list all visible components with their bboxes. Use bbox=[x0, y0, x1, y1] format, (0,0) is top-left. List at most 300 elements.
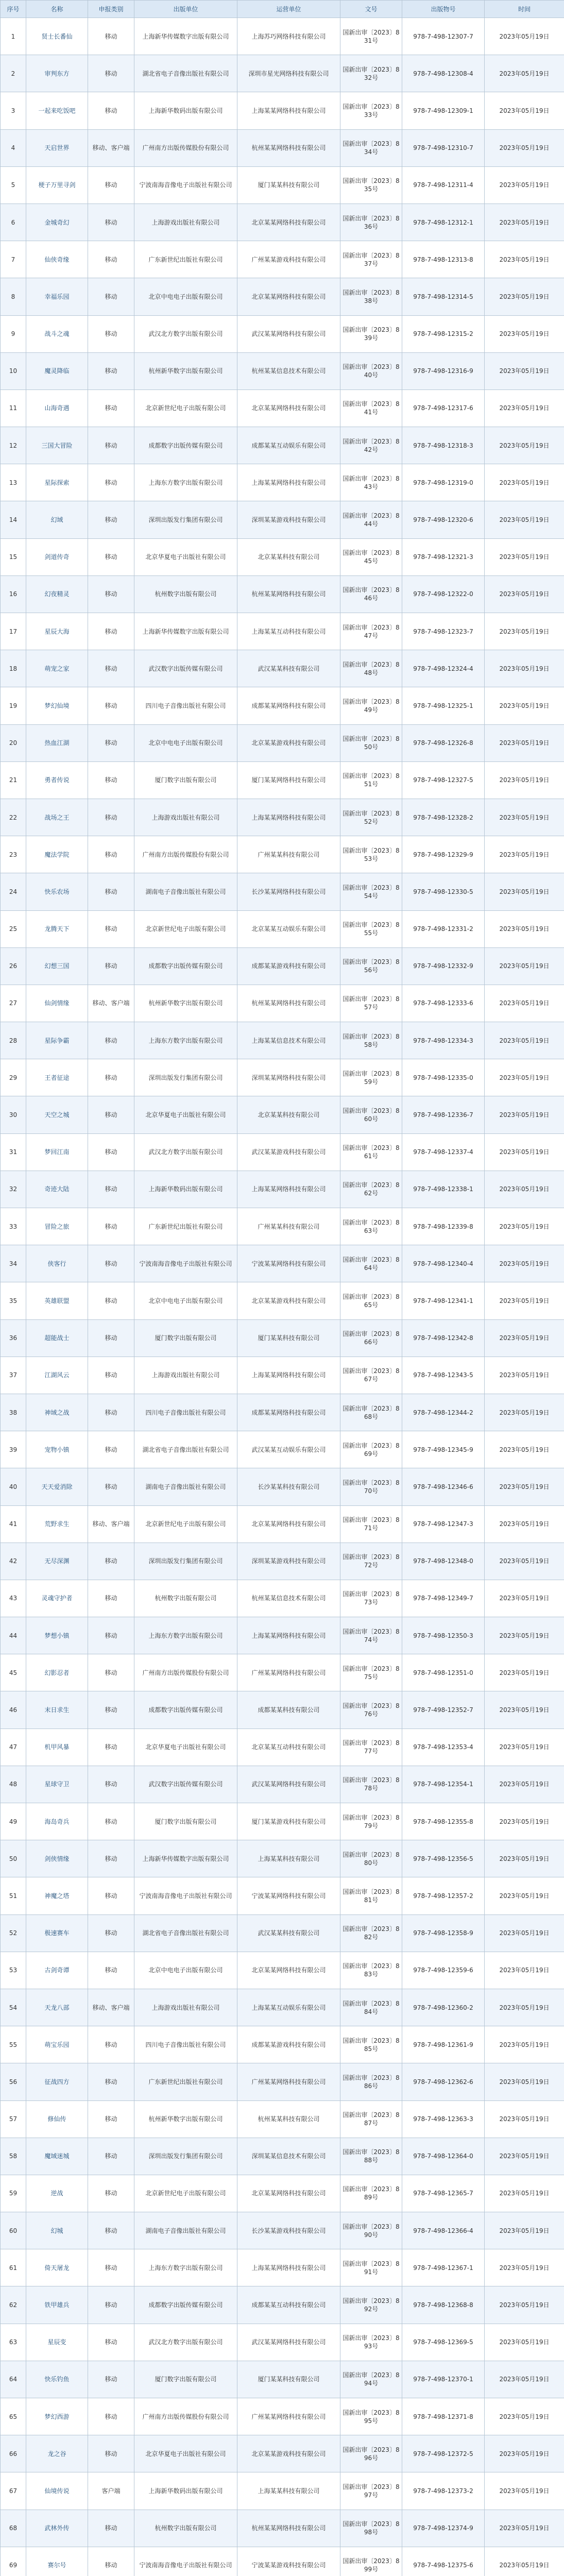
cell-publisher: 广州南方出版传媒股份有限公司 bbox=[134, 2398, 237, 2435]
cell-index: 1 bbox=[1, 18, 26, 55]
cell-publisher: 杭州数字出版有限公司 bbox=[134, 2510, 237, 2547]
cell-approval-no: 国新出审〔2023〕867号 bbox=[340, 1357, 402, 1394]
cell-index: 18 bbox=[1, 650, 26, 687]
cell-operator: 广州某某科技有限公司 bbox=[237, 1208, 340, 1245]
cell-name: 侠客行 bbox=[26, 1245, 88, 1282]
table-row bbox=[1, 2249, 564, 2286]
table-row bbox=[1, 2510, 564, 2547]
cell-date: 2023年05月19日 bbox=[485, 1059, 564, 1096]
cell-index: 19 bbox=[1, 687, 26, 724]
cell-date: 2023年05月19日 bbox=[485, 1245, 564, 1282]
cell-name: 幻影忍者 bbox=[26, 1654, 88, 1691]
cell-index: 27 bbox=[1, 985, 26, 1022]
cell-category: 移动 bbox=[88, 2212, 134, 2249]
cell-date: 2023年05月19日 bbox=[485, 2324, 564, 2361]
cell-index: 64 bbox=[1, 2361, 26, 2398]
table-row bbox=[1, 1803, 564, 1840]
cell-publisher: 杭州新华数字出版有限公司 bbox=[134, 985, 237, 1022]
cell-index: 29 bbox=[1, 1059, 26, 1096]
cell-approval-no: 国新出审〔2023〕893号 bbox=[340, 2324, 402, 2361]
cell-category: 移动、客户端 bbox=[88, 129, 134, 166]
cell-date: 2023年05月19日 bbox=[485, 910, 564, 947]
cell-approval-no: 国新出审〔2023〕888号 bbox=[340, 2138, 402, 2175]
cell-approval-no: 国新出审〔2023〕837号 bbox=[340, 241, 402, 278]
cell-isbn: 978-7-498-12345-9 bbox=[402, 1431, 485, 1468]
cell-approval-no: 国新出审〔2023〕885号 bbox=[340, 2026, 402, 2063]
cell-isbn: 978-7-498-12360-2 bbox=[402, 1989, 485, 2026]
table-row bbox=[1, 1245, 564, 1282]
cell-name: 幻想三国 bbox=[26, 947, 88, 985]
cell-date: 2023年05月19日 bbox=[485, 1877, 564, 1914]
cell-index: 7 bbox=[1, 241, 26, 278]
cell-publisher: 武汉数字出版传媒有限公司 bbox=[134, 650, 237, 687]
cell-name: 魔域迷城 bbox=[26, 2138, 88, 2175]
cell-date: 2023年05月19日 bbox=[485, 985, 564, 1022]
cell-index: 68 bbox=[1, 2510, 26, 2547]
cell-category: 移动 bbox=[88, 2063, 134, 2100]
cell-date: 2023年05月19日 bbox=[485, 1803, 564, 1840]
cell-isbn: 978-7-498-12362-6 bbox=[402, 2063, 485, 2100]
table-row bbox=[1, 2547, 564, 2576]
cell-name: 龙之谷 bbox=[26, 2435, 88, 2472]
cell-category: 移动、客户端 bbox=[88, 1989, 134, 2026]
cell-isbn: 978-7-498-12359-6 bbox=[402, 1952, 485, 1989]
cell-name: 星辰变 bbox=[26, 2324, 88, 2361]
cell-date: 2023年05月19日 bbox=[485, 575, 564, 613]
cell-date: 2023年05月19日 bbox=[485, 1096, 564, 1133]
cell-date: 2023年05月19日 bbox=[485, 2510, 564, 2547]
cell-name: 萌宝乐园 bbox=[26, 2026, 88, 2063]
cell-name: 审判东方 bbox=[26, 55, 88, 92]
cell-isbn: 978-7-498-12316-9 bbox=[402, 352, 485, 389]
cell-isbn: 978-7-498-12339-8 bbox=[402, 1208, 485, 1245]
cell-publisher: 上海新华数码出版有限公司 bbox=[134, 1171, 237, 1208]
cell-index: 55 bbox=[1, 2026, 26, 2063]
cell-date: 2023年05月19日 bbox=[485, 1022, 564, 1059]
cell-publisher: 成都数字出版传媒有限公司 bbox=[134, 2286, 237, 2324]
cell-publisher: 湖南电子音像出版社有限公司 bbox=[134, 1468, 237, 1505]
cell-date: 2023年05月19日 bbox=[485, 2063, 564, 2100]
cell-date: 2023年05月19日 bbox=[485, 129, 564, 166]
table-row bbox=[1, 1543, 564, 1580]
cell-index: 9 bbox=[1, 315, 26, 352]
cell-publisher: 北京华夏电子出版社有限公司 bbox=[134, 538, 237, 575]
cell-isbn: 978-7-498-12333-6 bbox=[402, 985, 485, 1022]
cell-operator: 厦门某某科技有限公司 bbox=[237, 166, 340, 204]
cell-isbn: 978-7-498-12364-0 bbox=[402, 2138, 485, 2175]
cell-isbn: 978-7-498-12358-9 bbox=[402, 1914, 485, 1952]
cell-isbn: 978-7-498-12310-7 bbox=[402, 129, 485, 166]
cell-approval-no: 国新出审〔2023〕843号 bbox=[340, 464, 402, 501]
cell-date: 2023年05月19日 bbox=[485, 1580, 564, 1617]
cell-date: 2023年05月19日 bbox=[485, 2435, 564, 2472]
cell-category: 移动 bbox=[88, 166, 134, 204]
cell-operator: 武汉某某网络科技有限公司 bbox=[237, 1766, 340, 1803]
cell-isbn: 978-7-498-12307-7 bbox=[402, 18, 485, 55]
table-row bbox=[1, 55, 564, 92]
cell-publisher: 北京新世纪电子出版有限公司 bbox=[134, 2175, 237, 2212]
cell-approval-no: 国新出审〔2023〕838号 bbox=[340, 278, 402, 315]
cell-publisher: 上海新华传媒数字出版有限公司 bbox=[134, 1840, 237, 1877]
cell-name: 幻域 bbox=[26, 501, 88, 538]
cell-index: 22 bbox=[1, 799, 26, 836]
table-row bbox=[1, 2361, 564, 2398]
cell-index: 20 bbox=[1, 724, 26, 761]
cell-publisher: 上海新华传媒数字出版有限公司 bbox=[134, 18, 237, 55]
cell-isbn: 978-7-498-12352-7 bbox=[402, 1691, 485, 1728]
header-name: 名称 bbox=[26, 1, 88, 18]
cell-operator: 成都某某网络科技有限公司 bbox=[237, 1394, 340, 1431]
cell-index: 47 bbox=[1, 1728, 26, 1766]
table-row bbox=[1, 1914, 564, 1952]
cell-index: 16 bbox=[1, 575, 26, 613]
cell-index: 10 bbox=[1, 352, 26, 389]
cell-date: 2023年05月19日 bbox=[485, 1208, 564, 1245]
cell-index: 56 bbox=[1, 2063, 26, 2100]
cell-approval-no: 国新出审〔2023〕870号 bbox=[340, 1468, 402, 1505]
cell-operator: 杭州某某网络科技有限公司 bbox=[237, 575, 340, 613]
cell-operator: 深圳市星光网络科技有限公司 bbox=[237, 55, 340, 92]
cell-operator: 上海某某网络科技有限公司 bbox=[237, 799, 340, 836]
cell-isbn: 978-7-498-12373-2 bbox=[402, 2472, 485, 2510]
cell-isbn: 978-7-498-12348-0 bbox=[402, 1543, 485, 1580]
cell-publisher: 宁波南海音像电子出版社有限公司 bbox=[134, 1877, 237, 1914]
cell-date: 2023年05月19日 bbox=[485, 315, 564, 352]
cell-operator: 杭州某某网络科技有限公司 bbox=[237, 985, 340, 1022]
cell-name: 铁甲雄兵 bbox=[26, 2286, 88, 2324]
cell-approval-no: 国新出审〔2023〕874号 bbox=[340, 1617, 402, 1654]
cell-category: 移动 bbox=[88, 2510, 134, 2547]
cell-isbn: 978-7-498-12317-6 bbox=[402, 389, 485, 427]
cell-name: 星际争霸 bbox=[26, 1022, 88, 1059]
header-publisher: 出版单位 bbox=[134, 1, 237, 18]
cell-date: 2023年05月19日 bbox=[485, 1543, 564, 1580]
cell-approval-no: 国新出审〔2023〕887号 bbox=[340, 2100, 402, 2138]
table-row bbox=[1, 1840, 564, 1877]
table-row bbox=[1, 538, 564, 575]
cell-publisher: 厦门数字出版有限公司 bbox=[134, 1319, 237, 1357]
cell-name: 梦回江南 bbox=[26, 1133, 88, 1171]
cell-category: 移动 bbox=[88, 1357, 134, 1394]
cell-isbn: 978-7-498-12321-3 bbox=[402, 538, 485, 575]
cell-publisher: 北京中电电子出版有限公司 bbox=[134, 724, 237, 761]
cell-publisher: 北京华夏电子出版社有限公司 bbox=[134, 1728, 237, 1766]
table-row bbox=[1, 501, 564, 538]
cell-isbn: 978-7-498-12346-6 bbox=[402, 1468, 485, 1505]
cell-operator: 上海某某网络科技有限公司 bbox=[237, 1357, 340, 1394]
cell-category: 移动 bbox=[88, 1877, 134, 1914]
cell-date: 2023年05月19日 bbox=[485, 92, 564, 129]
cell-isbn: 978-7-498-12314-5 bbox=[402, 278, 485, 315]
cell-operator: 北京某某网络科技有限公司 bbox=[237, 2175, 340, 2212]
cell-date: 2023年05月19日 bbox=[485, 2249, 564, 2286]
cell-approval-no: 国新出审〔2023〕892号 bbox=[340, 2286, 402, 2324]
cell-approval-no: 国新出审〔2023〕878号 bbox=[340, 1766, 402, 1803]
cell-approval-no: 国新出审〔2023〕842号 bbox=[340, 427, 402, 464]
cell-publisher: 宁波南海音像电子出版社有限公司 bbox=[134, 1245, 237, 1282]
cell-category: 移动 bbox=[88, 1840, 134, 1877]
cell-index: 59 bbox=[1, 2175, 26, 2212]
cell-publisher: 上海游戏出版社有限公司 bbox=[134, 1989, 237, 2026]
cell-category: 移动 bbox=[88, 2138, 134, 2175]
cell-approval-no: 国新出审〔2023〕884号 bbox=[340, 1989, 402, 2026]
cell-name: 武林外传 bbox=[26, 2510, 88, 2547]
cell-approval-no: 国新出审〔2023〕882号 bbox=[340, 1914, 402, 1952]
table-row bbox=[1, 464, 564, 501]
cell-operator: 上海某某网络科技有限公司 bbox=[237, 2249, 340, 2286]
table-row bbox=[1, 2286, 564, 2324]
table-row bbox=[1, 352, 564, 389]
cell-isbn: 978-7-498-12319-0 bbox=[402, 464, 485, 501]
cell-category: 移动 bbox=[88, 724, 134, 761]
cell-category: 移动 bbox=[88, 18, 134, 55]
cell-isbn: 978-7-498-12351-0 bbox=[402, 1654, 485, 1691]
cell-isbn: 978-7-498-12368-8 bbox=[402, 2286, 485, 2324]
cell-publisher: 杭州数字出版有限公司 bbox=[134, 575, 237, 613]
table-row bbox=[1, 1952, 564, 1989]
cell-operator: 广州某某游戏科技有限公司 bbox=[237, 241, 340, 278]
cell-publisher: 深圳出版发行集团有限公司 bbox=[134, 2138, 237, 2175]
cell-category: 移动 bbox=[88, 1580, 134, 1617]
cell-operator: 广州某某网络科技有限公司 bbox=[237, 2398, 340, 2435]
cell-publisher: 湖北省电子音像出版社有限公司 bbox=[134, 1431, 237, 1468]
cell-isbn: 978-7-498-12332-9 bbox=[402, 947, 485, 985]
cell-operator: 成都某某互动娱乐有限公司 bbox=[237, 427, 340, 464]
cell-approval-no: 国新出审〔2023〕840号 bbox=[340, 352, 402, 389]
cell-date: 2023年05月19日 bbox=[485, 2175, 564, 2212]
cell-approval-no: 国新出审〔2023〕879号 bbox=[340, 1803, 402, 1840]
table-row bbox=[1, 2212, 564, 2249]
table-row bbox=[1, 18, 564, 55]
cell-index: 48 bbox=[1, 1766, 26, 1803]
cell-index: 69 bbox=[1, 2547, 26, 2576]
cell-index: 66 bbox=[1, 2435, 26, 2472]
cell-publisher: 广州南方出版传媒股份有限公司 bbox=[134, 1654, 237, 1691]
cell-isbn: 978-7-498-12342-8 bbox=[402, 1319, 485, 1357]
cell-approval-no: 国新出审〔2023〕861号 bbox=[340, 1133, 402, 1171]
cell-publisher: 武汉北方数字出版有限公司 bbox=[134, 2324, 237, 2361]
cell-name: 快乐农场 bbox=[26, 873, 88, 910]
cell-category: 移动 bbox=[88, 873, 134, 910]
cell-operator: 杭州某某信息技术有限公司 bbox=[237, 352, 340, 389]
cell-operator: 厦门某某游戏科技有限公司 bbox=[237, 1803, 340, 1840]
cell-name: 星球守卫 bbox=[26, 1766, 88, 1803]
cell-index: 43 bbox=[1, 1580, 26, 1617]
table-row bbox=[1, 650, 564, 687]
table-row bbox=[1, 1357, 564, 1394]
cell-category: 移动 bbox=[88, 947, 134, 985]
table-row bbox=[1, 1319, 564, 1357]
table-row bbox=[1, 1096, 564, 1133]
cell-category: 移动 bbox=[88, 1022, 134, 1059]
cell-operator: 厦门某某科技有限公司 bbox=[237, 2361, 340, 2398]
cell-operator: 武汉某某科技有限公司 bbox=[237, 650, 340, 687]
cell-category: 移动 bbox=[88, 2100, 134, 2138]
cell-operator: 长沙某某科技有限公司 bbox=[237, 1468, 340, 1505]
cell-publisher: 上海东方数字出版有限公司 bbox=[134, 1022, 237, 1059]
cell-index: 35 bbox=[1, 1282, 26, 1319]
cell-date: 2023年05月19日 bbox=[485, 2547, 564, 2576]
cell-publisher: 广东新世纪出版社有限公司 bbox=[134, 241, 237, 278]
table-row bbox=[1, 1989, 564, 2026]
cell-approval-no: 国新出审〔2023〕855号 bbox=[340, 910, 402, 947]
cell-category: 移动 bbox=[88, 836, 134, 873]
cell-publisher: 四川电子音像出版社有限公司 bbox=[134, 1394, 237, 1431]
cell-approval-no: 国新出审〔2023〕899号 bbox=[340, 2547, 402, 2576]
cell-publisher: 广州南方出版传媒股份有限公司 bbox=[134, 129, 237, 166]
cell-isbn: 978-7-498-12370-1 bbox=[402, 2361, 485, 2398]
cell-isbn: 978-7-498-12347-3 bbox=[402, 1505, 485, 1543]
cell-approval-no: 国新出审〔2023〕863号 bbox=[340, 1208, 402, 1245]
header-operator: 运营单位 bbox=[237, 1, 340, 18]
cell-approval-no: 国新出审〔2023〕866号 bbox=[340, 1319, 402, 1357]
cell-index: 38 bbox=[1, 1394, 26, 1431]
table-row bbox=[1, 910, 564, 947]
cell-category: 移动 bbox=[88, 2026, 134, 2063]
cell-isbn: 978-7-498-12341-1 bbox=[402, 1282, 485, 1319]
cell-publisher: 武汉数字出版传媒有限公司 bbox=[134, 1766, 237, 1803]
cell-approval-no: 国新出审〔2023〕832号 bbox=[340, 55, 402, 92]
cell-index: 63 bbox=[1, 2324, 26, 2361]
cell-category: 移动 bbox=[88, 2361, 134, 2398]
cell-publisher: 上海游戏出版社有限公司 bbox=[134, 799, 237, 836]
cell-publisher: 湖北省电子音像出版社有限公司 bbox=[134, 1914, 237, 1952]
table-row bbox=[1, 1617, 564, 1654]
cell-approval-no: 国新出审〔2023〕839号 bbox=[340, 315, 402, 352]
cell-publisher: 上海东方数字出版有限公司 bbox=[134, 464, 237, 501]
cell-approval-no: 国新出审〔2023〕852号 bbox=[340, 799, 402, 836]
cell-index: 26 bbox=[1, 947, 26, 985]
cell-publisher: 湖南电子音像出版社有限公司 bbox=[134, 873, 237, 910]
cell-approval-no: 国新出审〔2023〕873号 bbox=[340, 1580, 402, 1617]
cell-date: 2023年05月19日 bbox=[485, 613, 564, 650]
cell-operator: 北京某某网络科技有限公司 bbox=[237, 204, 340, 241]
cell-publisher: 武汉北方数字出版有限公司 bbox=[134, 1133, 237, 1171]
cell-publisher: 湖南电子音像出版社有限公司 bbox=[134, 2212, 237, 2249]
cell-publisher: 宁波南海音像电子出版社有限公司 bbox=[134, 2547, 237, 2576]
cell-approval-no: 国新出审〔2023〕898号 bbox=[340, 2510, 402, 2547]
table-row bbox=[1, 1059, 564, 1096]
cell-operator: 厦门某某科技有限公司 bbox=[237, 1319, 340, 1357]
cell-index: 42 bbox=[1, 1543, 26, 1580]
cell-isbn: 978-7-498-12344-2 bbox=[402, 1394, 485, 1431]
table-row bbox=[1, 2138, 564, 2175]
cell-category: 移动 bbox=[88, 2324, 134, 2361]
cell-name: 战场之王 bbox=[26, 799, 88, 836]
cell-operator: 长沙某某游戏科技有限公司 bbox=[237, 2212, 340, 2249]
cell-approval-no: 国新出审〔2023〕847号 bbox=[340, 613, 402, 650]
cell-index: 21 bbox=[1, 761, 26, 799]
cell-category: 移动 bbox=[88, 2435, 134, 2472]
cell-index: 3 bbox=[1, 92, 26, 129]
cell-category: 移动 bbox=[88, 1691, 134, 1728]
cell-approval-no: 国新出审〔2023〕857号 bbox=[340, 985, 402, 1022]
cell-operator: 武汉某某网络科技有限公司 bbox=[237, 315, 340, 352]
cell-approval-no: 国新出审〔2023〕895号 bbox=[340, 2398, 402, 2435]
cell-index: 23 bbox=[1, 836, 26, 873]
cell-date: 2023年05月19日 bbox=[485, 278, 564, 315]
cell-operator: 长沙某某网络科技有限公司 bbox=[237, 873, 340, 910]
table-row bbox=[1, 947, 564, 985]
cell-operator: 上海某某科技有限公司 bbox=[237, 1840, 340, 1877]
cell-operator: 北京某某互动娱乐有限公司 bbox=[237, 910, 340, 947]
cell-isbn: 978-7-498-12361-9 bbox=[402, 2026, 485, 2063]
cell-publisher: 上海新华数码出版有限公司 bbox=[134, 92, 237, 129]
cell-publisher: 北京新世纪电子出版有限公司 bbox=[134, 910, 237, 947]
cell-category: 移动 bbox=[88, 1171, 134, 1208]
cell-date: 2023年05月19日 bbox=[485, 1617, 564, 1654]
cell-operator: 宁波某某游戏科技有限公司 bbox=[237, 2547, 340, 2576]
cell-publisher: 杭州新华数字出版有限公司 bbox=[134, 352, 237, 389]
cell-date: 2023年05月19日 bbox=[485, 389, 564, 427]
cell-operator: 深圳某某网络科技有限公司 bbox=[237, 1059, 340, 1096]
header-approval-no: 文号 bbox=[340, 1, 402, 18]
cell-name: 赛尔号 bbox=[26, 2547, 88, 2576]
table-row bbox=[1, 1208, 564, 1245]
cell-date: 2023年05月19日 bbox=[485, 2398, 564, 2435]
table-row bbox=[1, 278, 564, 315]
cell-index: 62 bbox=[1, 2286, 26, 2324]
cell-index: 58 bbox=[1, 2138, 26, 2175]
cell-operator: 北京某某网络科技有限公司 bbox=[237, 1952, 340, 1989]
cell-category: 移动 bbox=[88, 687, 134, 724]
cell-category: 移动 bbox=[88, 2249, 134, 2286]
cell-approval-no: 国新出审〔2023〕859号 bbox=[340, 1059, 402, 1096]
cell-operator: 深圳某某游戏科技有限公司 bbox=[237, 1543, 340, 1580]
cell-approval-no: 国新出审〔2023〕875号 bbox=[340, 1654, 402, 1691]
cell-category: 移动 bbox=[88, 761, 134, 799]
cell-isbn: 978-7-498-12374-9 bbox=[402, 2510, 485, 2547]
cell-date: 2023年05月19日 bbox=[485, 1914, 564, 1952]
cell-date: 2023年05月19日 bbox=[485, 1654, 564, 1691]
cell-operator: 上海某某网络科技有限公司 bbox=[237, 464, 340, 501]
cell-publisher: 厦门数字出版有限公司 bbox=[134, 2361, 237, 2398]
cell-date: 2023年05月19日 bbox=[485, 427, 564, 464]
cell-approval-no: 国新出审〔2023〕860号 bbox=[340, 1096, 402, 1133]
cell-isbn: 978-7-498-12323-7 bbox=[402, 613, 485, 650]
cell-index: 5 bbox=[1, 166, 26, 204]
cell-isbn: 978-7-498-12336-7 bbox=[402, 1096, 485, 1133]
cell-name: 灵魂守护者 bbox=[26, 1580, 88, 1617]
table-row bbox=[1, 1468, 564, 1505]
cell-category: 移动 bbox=[88, 1245, 134, 1282]
cell-category: 移动 bbox=[88, 1952, 134, 1989]
cell-category: 移动 bbox=[88, 799, 134, 836]
cell-publisher: 深圳出版发行集团有限公司 bbox=[134, 1059, 237, 1096]
cell-operator: 北京某某网络科技有限公司 bbox=[237, 278, 340, 315]
cell-operator: 武汉某某互动娱乐有限公司 bbox=[237, 1431, 340, 1468]
cell-isbn: 978-7-498-12372-5 bbox=[402, 2435, 485, 2472]
cell-category: 移动 bbox=[88, 2286, 134, 2324]
cell-publisher: 广东新世纪出版社有限公司 bbox=[134, 1208, 237, 1245]
cell-isbn: 978-7-498-12343-5 bbox=[402, 1357, 485, 1394]
table-row bbox=[1, 1431, 564, 1468]
cell-name: 剑道传奇 bbox=[26, 538, 88, 575]
table-row bbox=[1, 2026, 564, 2063]
cell-approval-no: 国新出审〔2023〕850号 bbox=[340, 724, 402, 761]
table-row bbox=[1, 1171, 564, 1208]
cell-name: 一起来吃饭吧 bbox=[26, 92, 88, 129]
cell-publisher: 北京华夏电子出版社有限公司 bbox=[134, 2435, 237, 2472]
cell-index: 54 bbox=[1, 1989, 26, 2026]
cell-name: 冒险之旅 bbox=[26, 1208, 88, 1245]
cell-name: 贤士长番仙 bbox=[26, 18, 88, 55]
cell-name: 逆战 bbox=[26, 2175, 88, 2212]
table-row bbox=[1, 687, 564, 724]
cell-operator: 成都某某科技有限公司 bbox=[237, 1691, 340, 1728]
cell-date: 2023年05月19日 bbox=[485, 1952, 564, 1989]
cell-category: 移动 bbox=[88, 1208, 134, 1245]
